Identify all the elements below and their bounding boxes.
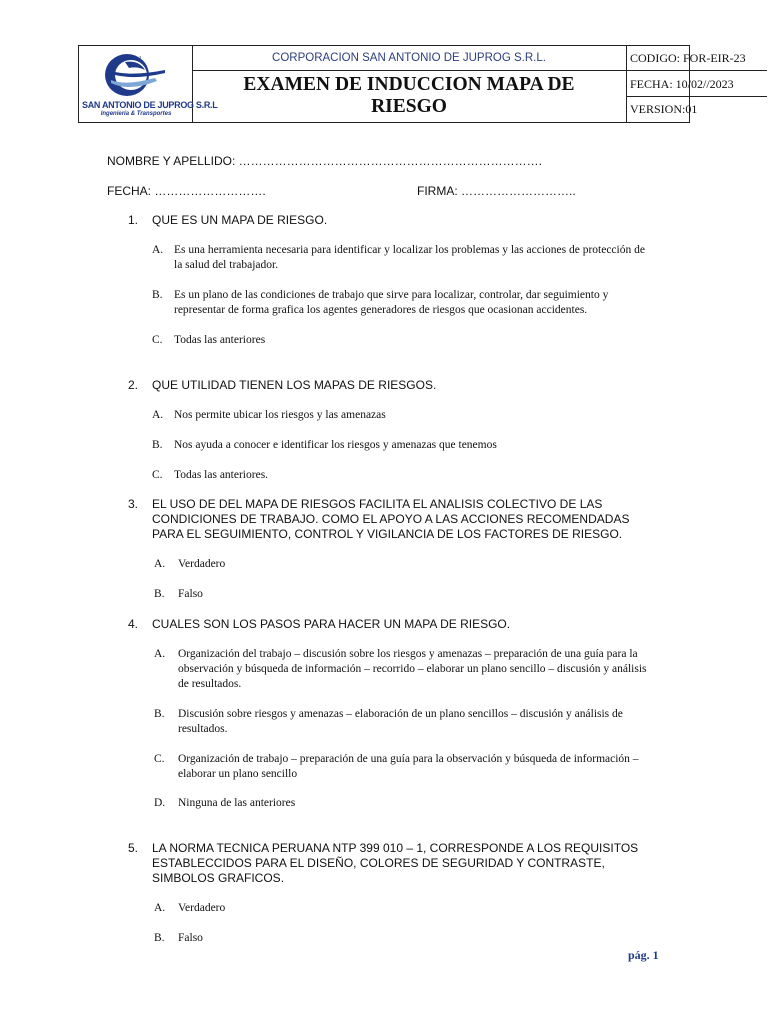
company-logo-icon	[85, 50, 185, 100]
document-date: FECHA: 10/02//2023	[627, 71, 767, 97]
option-text: Verdadero	[178, 558, 226, 570]
svg-text:S.A.J: S.A.J	[129, 56, 141, 62]
option-text: Nos permite ubicar los riesgos y las amenazas	[174, 409, 386, 421]
option-letter: B.	[154, 588, 165, 600]
header-middle-cell	[192, 46, 627, 122]
option-letter: A.	[154, 558, 166, 570]
company-name: CORPORACION SAN ANTONIO DE JUPROG S.R.L.	[192, 46, 626, 71]
option-letter: C.	[152, 334, 163, 346]
option-letter: B.	[152, 439, 163, 451]
document-title-line2: RIESGO	[371, 96, 447, 117]
option-letter: B.	[152, 289, 163, 301]
question-number: 4.	[128, 617, 139, 631]
option-letter: D.	[154, 797, 166, 809]
question-text: CUALES SON LOS PASOS PARA HACER UN MAPA DE RIESGO.	[152, 617, 511, 631]
question-number: 5.	[128, 841, 139, 855]
question-number: 1.	[128, 213, 139, 227]
question-text: QUE UTILIDAD TIENEN LOS MAPAS DE RIESGOS.	[152, 378, 437, 392]
document-code: CODIGO: FOR-EIR-23	[627, 46, 767, 71]
signature-field[interactable]: FIRMA: ………………………..	[417, 184, 576, 198]
option-letter: C.	[152, 469, 163, 481]
date-field[interactable]: FECHA: ……………………….	[107, 184, 266, 198]
header-right-cell	[627, 46, 746, 122]
option-text: Verdadero	[178, 902, 226, 914]
option-text: Organización de trabajo – preparación de una guía para la observación y búsqueda de información – elaborar un plano sencillo	[178, 753, 639, 780]
logo-company-name: SAN ANTONIO DE JUPROG S.R.L	[82, 100, 218, 110]
option-letter: C.	[154, 753, 165, 765]
option-text: Organización del trabajo – discusión sobre los riesgos y amenazas – preparación de una guía para la observación y búsqueda de información – recorrido – elaborar un plano sencillo – discusión y análisis de resultados.	[178, 648, 647, 690]
logo-tagline: Ingeniería & Transportes	[100, 111, 172, 117]
question-text: QUE ES UN MAPA DE RIESGO.	[152, 213, 328, 227]
document-header	[78, 45, 746, 123]
logo-cell	[79, 46, 218, 122]
document-version: VERSION:01	[630, 102, 698, 116]
option-text: Nos ayuda a conocer e identificar los riesgos y amenazas que tenemos	[174, 439, 497, 451]
option-text: Discusión sobre riesgos y amenazas – elaboración de un plano sencillos – discusión y análisis de resultados.	[178, 708, 623, 735]
name-field[interactable]: NOMBRE Y APELLIDO: ………………………………………………………………….	[107, 154, 542, 168]
document-title-line1: EXAMEN DE INDUCCION MAPA DE	[243, 74, 575, 95]
option-letter: B.	[154, 932, 165, 944]
option-letter: A.	[152, 409, 164, 421]
question-text: EL USO DE DEL MAPA DE RIESGOS FACILITA EL ANALISIS COLECTIVO DE LAS CONDICIONES DE TRABAJO. COMO EL APOYO A LAS ACCIONES RECOMENDADAS PARA EL SEGUIMIENTO, CONTROL Y VIGILANCIA DE LOS FACTORES DE RIESGO.	[152, 497, 630, 541]
option-letter: A.	[152, 244, 164, 256]
document-title	[192, 71, 626, 122]
option-letter: A.	[154, 648, 166, 660]
question-number: 3.	[128, 497, 139, 511]
option-letter: B.	[154, 708, 165, 720]
question-text: LA NORMA TECNICA PERUANA NTP 399 010 – 1, CORRESPONDE A LOS REQUISITOS ESTABLECCIDOS PARA EL DISEÑO, COLORES DE SEGURIDAD Y CONTRASTE, SIMBOLOS GRAFICOS.	[152, 841, 639, 885]
option-text: Falso	[178, 932, 203, 944]
question-number: 2.	[128, 378, 139, 392]
option-text: Es un plano de las condiciones de trabajo que sirve para localizar, controlar, dar seguimiento y representar de forma grafica los agentes generadores de riesgos que ocasionan accidentes.	[174, 289, 609, 316]
option-text: Todas las anteriores	[174, 334, 266, 346]
option-text: Es una herramienta necesaria para identificar y localizar los problemas y las acciones de protección de la salud del trabajador.	[174, 244, 645, 271]
option-text: Ninguna de las anteriores	[178, 797, 296, 809]
option-letter: A.	[154, 902, 166, 914]
option-text: Todas las anteriores.	[174, 469, 269, 481]
page-number: pág. 1	[628, 948, 659, 962]
option-text: Falso	[178, 588, 203, 600]
